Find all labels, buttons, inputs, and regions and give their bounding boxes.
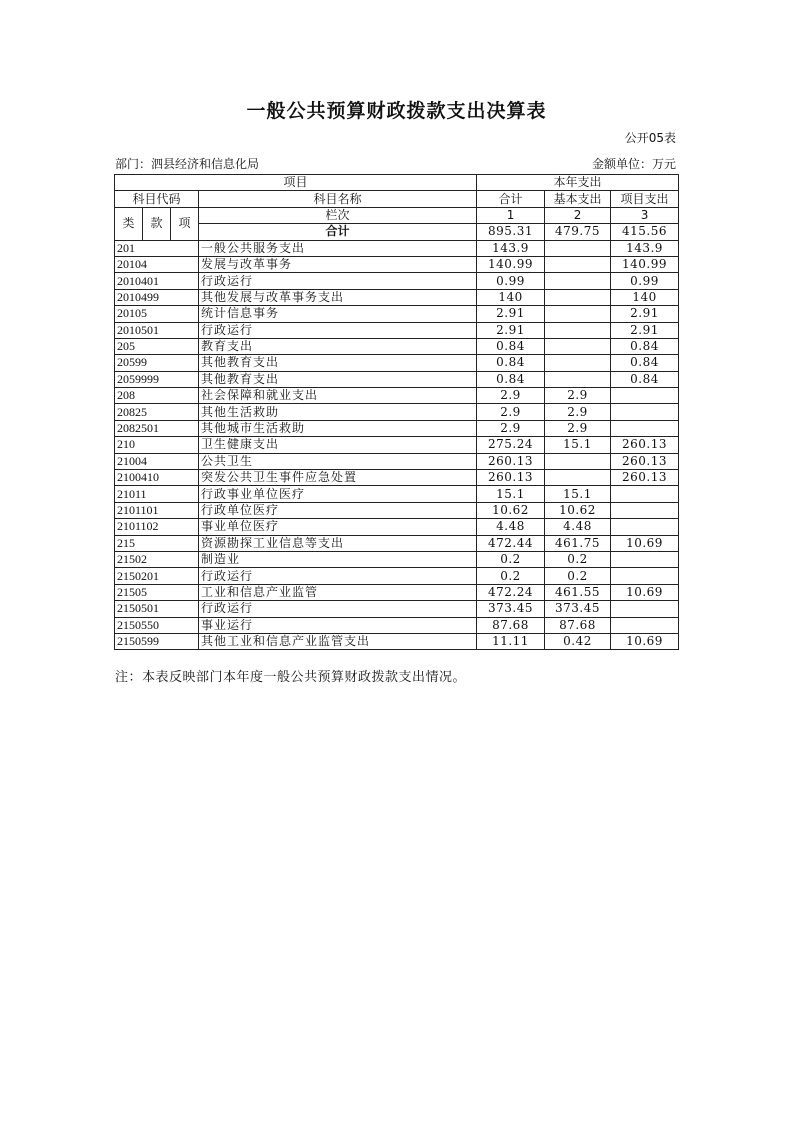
project-cell: 10.69 (611, 535, 679, 551)
sum-label: 合计 (199, 224, 477, 240)
table-row (115, 601, 679, 617)
project-cell: 260.13 (611, 453, 679, 469)
table-row (115, 355, 679, 371)
page-title: 一般公共预算财政拨款支出决算表 (246, 100, 547, 122)
subject-name-cell: 教育支出 (199, 338, 477, 354)
total-cell: 472.24 (477, 584, 545, 600)
table-row (115, 420, 679, 436)
table-row (115, 453, 679, 469)
sum-project: 415.56 (611, 224, 679, 240)
total-cell: 260.13 (477, 470, 545, 486)
header-total: 合计 (477, 191, 545, 207)
total-cell: 10.62 (477, 502, 545, 518)
total-cell: 0.99 (477, 273, 545, 289)
basic-cell (545, 273, 611, 289)
subject-code-cell: 2101101 (115, 502, 199, 518)
basic-cell: 15.1 (545, 486, 611, 502)
basic-cell (545, 371, 611, 387)
subject-name-cell: 其他工业和信息产业监管支出 (199, 633, 477, 649)
total-cell: 140.99 (477, 256, 545, 272)
total-cell: 11.11 (477, 633, 545, 649)
table-row (115, 404, 679, 420)
subject-name-cell: 行政单位医疗 (199, 502, 477, 518)
form-code: 公开05表 (624, 131, 676, 145)
project-cell: 2.91 (611, 322, 679, 338)
basic-cell: 15.1 (545, 437, 611, 453)
table-row (115, 371, 679, 387)
department-label: 部门：泗县经济和信息化局 (115, 157, 260, 171)
basic-cell (545, 322, 611, 338)
table-row (115, 568, 679, 584)
table-row (115, 617, 679, 633)
subject-name-cell: 一般公共服务支出 (199, 240, 477, 256)
project-cell: 0.84 (611, 338, 679, 354)
total-cell: 140 (477, 289, 545, 305)
subject-code-cell: 210 (115, 437, 199, 453)
basic-cell (545, 306, 611, 322)
header-lei: 类 (115, 207, 143, 240)
expenditure-table (114, 174, 679, 650)
table-row (115, 633, 679, 649)
subject-name-cell: 卫生健康支出 (199, 437, 477, 453)
total-cell: 0.2 (477, 551, 545, 567)
basic-cell (545, 338, 611, 354)
header-xiang: 项 (171, 207, 199, 240)
subject-code-cell: 21502 (115, 551, 199, 567)
project-cell (611, 486, 679, 502)
basic-cell: 0.2 (545, 568, 611, 584)
sum-basic: 479.75 (545, 224, 611, 240)
header-row-2 (115, 191, 679, 207)
subject-code-cell: 21011 (115, 486, 199, 502)
basic-cell: 2.9 (545, 420, 611, 436)
project-cell (611, 617, 679, 633)
subject-code-cell: 21505 (115, 584, 199, 600)
total-cell: 2.9 (477, 388, 545, 404)
table-row (115, 519, 679, 535)
basic-cell (545, 289, 611, 305)
table-row (115, 240, 679, 256)
table-row (115, 486, 679, 502)
subject-code-cell: 2150550 (115, 617, 199, 633)
header-project: 项目 (115, 175, 477, 191)
subject-name-cell: 突发公共卫生事件应急处置 (199, 470, 477, 486)
subject-name-cell: 其他城市生活救助 (199, 420, 477, 436)
total-cell: 0.2 (477, 568, 545, 584)
subject-code-cell: 20104 (115, 256, 199, 272)
basic-cell: 2.9 (545, 404, 611, 420)
table-row (115, 256, 679, 272)
subject-name-cell: 其他生活救助 (199, 404, 477, 420)
basic-cell (545, 240, 611, 256)
total-cell: 260.13 (477, 453, 545, 469)
subject-code-cell: 2010501 (115, 322, 199, 338)
basic-cell (545, 355, 611, 371)
sum-total: 895.31 (477, 224, 545, 240)
basic-cell: 2.9 (545, 388, 611, 404)
basic-cell: 4.48 (545, 519, 611, 535)
total-cell: 2.91 (477, 322, 545, 338)
subject-code-cell: 2010499 (115, 289, 199, 305)
subject-name-cell: 事业运行 (199, 617, 477, 633)
project-cell: 140 (611, 289, 679, 305)
project-cell: 10.69 (611, 584, 679, 600)
amount-unit-label: 金额单位：万元 (591, 157, 676, 171)
subject-name-cell: 行政运行 (199, 322, 477, 338)
subject-name-cell: 统计信息事务 (199, 306, 477, 322)
project-cell (611, 519, 679, 535)
subject-name-cell: 资源勘探工业信息等支出 (199, 535, 477, 551)
total-cell: 87.68 (477, 617, 545, 633)
subject-code-cell: 2150599 (115, 633, 199, 649)
subject-code-cell: 2150501 (115, 601, 199, 617)
project-cell: 140.99 (611, 256, 679, 272)
basic-cell: 373.45 (545, 601, 611, 617)
header-kuan: 款 (143, 207, 171, 240)
subject-code-cell: 2101102 (115, 519, 199, 535)
subject-code-cell: 2100410 (115, 470, 199, 486)
project-cell (611, 420, 679, 436)
total-cell: 2.91 (477, 306, 545, 322)
header-row-3 (115, 207, 679, 223)
header-column-label: 栏次 (199, 207, 477, 223)
subject-code-cell: 205 (115, 338, 199, 354)
basic-cell (545, 453, 611, 469)
total-cell: 2.9 (477, 420, 545, 436)
project-cell: 260.13 (611, 470, 679, 486)
total-cell: 373.45 (477, 601, 545, 617)
subject-code-cell: 20825 (115, 404, 199, 420)
subject-code-cell: 2150201 (115, 568, 199, 584)
total-cell: 2.9 (477, 404, 545, 420)
subject-code-cell: 215 (115, 535, 199, 551)
project-cell (611, 568, 679, 584)
subject-code-cell: 20599 (115, 355, 199, 371)
basic-cell: 0.2 (545, 551, 611, 567)
header-subject-name: 科目名称 (199, 191, 477, 207)
total-cell: 275.24 (477, 437, 545, 453)
subject-name-cell: 其他教育支出 (199, 371, 477, 387)
basic-cell (545, 256, 611, 272)
header-subject-code: 科目代码 (115, 191, 199, 207)
total-cell: 15.1 (477, 486, 545, 502)
subject-name-cell: 行政运行 (199, 568, 477, 584)
subject-code-cell: 20105 (115, 306, 199, 322)
project-cell: 0.99 (611, 273, 679, 289)
table-row (115, 437, 679, 453)
project-cell: 143.9 (611, 240, 679, 256)
project-cell: 0.84 (611, 355, 679, 371)
total-cell: 0.84 (477, 371, 545, 387)
subject-name-cell: 其他教育支出 (199, 355, 477, 371)
subject-code-cell: 2059999 (115, 371, 199, 387)
subject-code-cell: 2010401 (115, 273, 199, 289)
subject-name-cell: 工业和信息产业监管 (199, 584, 477, 600)
basic-cell: 461.75 (545, 535, 611, 551)
table-row (115, 551, 679, 567)
total-cell: 4.48 (477, 519, 545, 535)
table-row (115, 388, 679, 404)
sum-row (115, 224, 679, 240)
total-cell: 143.9 (477, 240, 545, 256)
total-cell: 472.44 (477, 535, 545, 551)
project-cell (611, 601, 679, 617)
basic-cell: 87.68 (545, 617, 611, 633)
project-cell (611, 502, 679, 518)
subject-code-cell: 201 (115, 240, 199, 256)
subject-name-cell: 公共卫生 (199, 453, 477, 469)
table-row (115, 584, 679, 600)
basic-cell: 10.62 (545, 502, 611, 518)
basic-cell (545, 470, 611, 486)
project-cell: 10.69 (611, 633, 679, 649)
header-col3: 3 (611, 207, 679, 223)
total-cell: 0.84 (477, 338, 545, 354)
subject-name-cell: 行政运行 (199, 601, 477, 617)
table-row (115, 322, 679, 338)
subject-name-cell: 行政事业单位医疗 (199, 486, 477, 502)
footnote: 注：本表反映部门本年度一般公共预算财政拨款支出情况。 (115, 670, 467, 685)
subject-name-cell: 其他发展与改革事务支出 (199, 289, 477, 305)
project-cell (611, 551, 679, 567)
project-cell: 0.84 (611, 371, 679, 387)
table-row (115, 502, 679, 518)
header-project-expenditure: 项目支出 (611, 191, 679, 207)
project-cell (611, 404, 679, 420)
header-row-1 (115, 175, 679, 191)
subject-name-cell: 行政运行 (199, 273, 477, 289)
header-current-year: 本年支出 (477, 175, 679, 191)
header-col1: 1 (477, 207, 545, 223)
table-row (115, 535, 679, 551)
project-cell (611, 388, 679, 404)
table-row (115, 306, 679, 322)
basic-cell: 461.55 (545, 584, 611, 600)
subject-name-cell: 发展与改革事务 (199, 256, 477, 272)
subject-code-cell: 21004 (115, 453, 199, 469)
subject-code-cell: 2082501 (115, 420, 199, 436)
table-row (115, 273, 679, 289)
project-cell: 2.91 (611, 306, 679, 322)
table-row (115, 289, 679, 305)
subject-name-cell: 制造业 (199, 551, 477, 567)
basic-cell: 0.42 (545, 633, 611, 649)
subject-name-cell: 事业单位医疗 (199, 519, 477, 535)
header-col2: 2 (545, 207, 611, 223)
subject-code-cell: 208 (115, 388, 199, 404)
project-cell: 260.13 (611, 437, 679, 453)
total-cell: 0.84 (477, 355, 545, 371)
header-basic: 基本支出 (545, 191, 611, 207)
table-row (115, 338, 679, 354)
table-row (115, 470, 679, 486)
subject-name-cell: 社会保障和就业支出 (199, 388, 477, 404)
